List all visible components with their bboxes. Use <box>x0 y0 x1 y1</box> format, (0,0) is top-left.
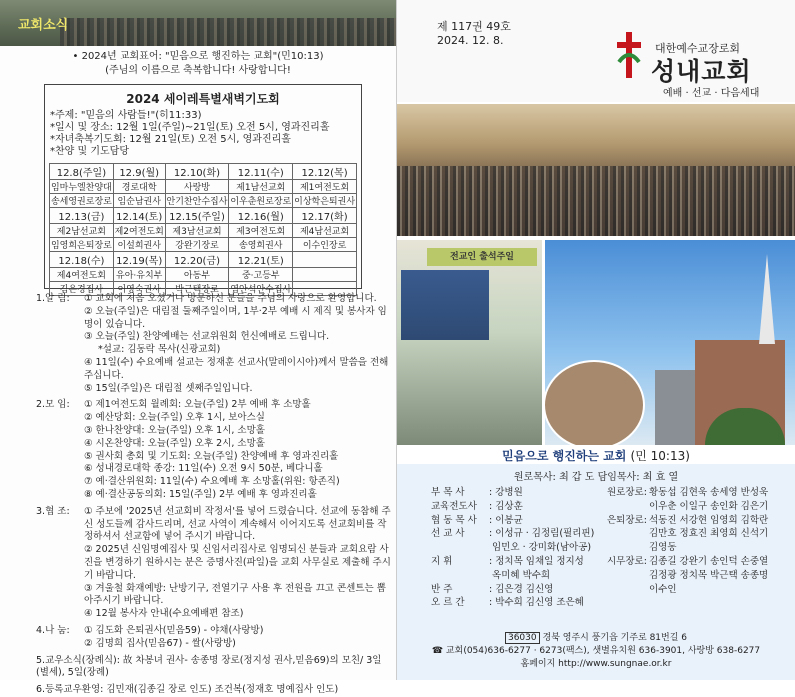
staff-row <box>431 583 594 597</box>
schedule-cell: 송영희권사 <box>229 238 293 252</box>
schedule-row <box>50 252 357 268</box>
new-members: 6.등록교우환영: 김민재(김종길 장로 인도) 조건복(정재호 명예집사 인도) <box>36 684 339 696</box>
worship-team-line: *찬양 및 기도담당 <box>50 146 129 157</box>
motto-text: 믿음으로 행진하는 교회 <box>502 449 627 463</box>
schedule-cell: 염안석안수집사 <box>229 282 293 296</box>
sanctuary-photo <box>397 104 795 236</box>
schedule-line: *일시 및 장소: 12월 1일(주일)~21일(토) 오전 5시, 영과진리홀 <box>50 122 330 133</box>
children-blessing-line: *자녀축복기도회: 12월 21일(토) 오전 5시, 영과진리홀 <box>50 134 291 145</box>
section-head: 1.알 림: <box>36 293 70 304</box>
staff-role: 협 동 목 사 <box>431 514 477 526</box>
church-name: 성내교회 <box>651 57 752 86</box>
section-head: 3.협 조: <box>36 505 70 517</box>
notice-item: ② 김명희 집사(믿음67) - 쌀(사랑방) <box>84 637 236 649</box>
notice-item: ④ 시온찬양대: 오늘(주일) 오후 2시, 소망홀 <box>84 437 265 449</box>
right-page <box>397 0 795 680</box>
schedule-cell: 제4남선교회 <box>293 224 357 238</box>
staff-row <box>431 500 594 514</box>
staff-row <box>607 500 768 514</box>
cross-logo-icon <box>615 32 643 78</box>
staff-names: 김종길 강완기 송인덕 손중열 <box>649 555 769 567</box>
schedule-row <box>50 164 357 180</box>
motto-line: (주님의 이름으로 축복합니다! 사랑합니다! <box>105 65 291 76</box>
section-meetings <box>36 399 394 501</box>
schedule-cell: 12.18(수) <box>50 252 114 268</box>
phone-numbers: ☎ 교회(054)636-6277 · 6273(팩스), 샛별유치원 636-3901, 사랑방 638-6277 <box>431 646 761 656</box>
schedule-cell: 12.14(토) <box>113 208 165 224</box>
staff-names: : 박수희 김신영 조은혜 <box>489 597 584 609</box>
notice-item: ② 예산당회: 오늘(주일) 오후 1시, 보아스실 <box>84 412 265 424</box>
left-page <box>0 0 397 696</box>
staff-names: : 김은경 김신영 <box>489 583 554 595</box>
staff-names: 임민오 · 강미화(남아공) <box>489 542 592 554</box>
schedule-cell: 12.11(수) <box>229 164 293 180</box>
schedule-cell: 임순남권사 <box>113 194 165 208</box>
schedule-cell: 유아·유치부 <box>113 268 165 282</box>
staff-role: 교육전도사 <box>431 500 477 512</box>
staff-names: 김영동 <box>649 542 677 554</box>
zip-code: 36030 <box>505 632 540 644</box>
church-building-photo <box>545 240 795 445</box>
motto-line: • 2024년 교회표어: "믿음으로 행진하는 교회"(민10:13) <box>72 51 324 62</box>
notice-item: ② 2025년 신임명예집사 및 신임서리집사로 임명되신 분들과 교회요람 사진을 변경하기 원하시는 분은 증명사진(파일)을 교회 사무실로 제출해 주시기 바랍니다. <box>84 544 391 581</box>
staff-role: 선 교 사 <box>431 528 465 540</box>
schedule-row <box>50 238 357 252</box>
senior-pastors: 원로목사: 최 갑 도 담임목사: 최 효 열 <box>513 472 679 483</box>
section-cooperation <box>36 506 394 621</box>
staff-list-right <box>607 486 768 596</box>
banner-tag: 교회소식 <box>18 18 69 33</box>
staff-role: 은퇴장로: <box>607 514 647 526</box>
schedule-cell: 제3여전도회 <box>229 224 293 238</box>
notice-item: ① 김도화 은퇴권사(믿음59) - 야채(사랑방) <box>84 624 264 636</box>
staff-names: 이우춘 이일구 송인화 김은기 <box>649 500 769 512</box>
congregation <box>397 166 795 236</box>
notice-item: ④ 12월 봉사자 안내(수요예배편 참조) <box>84 608 244 620</box>
staff-role: 시무장로: <box>607 555 647 567</box>
notice-item: ③ 겨울철 화재예방: 난방기구, 전열기구 사용 후 전원을 끄고 콘센트는 뽑아주시기 바랍니다. <box>84 582 386 607</box>
notices <box>36 293 394 697</box>
schedule-cell: 12.10(화) <box>165 164 229 180</box>
notice-item: ① 교회에 처음 오셨거나 방문하신 분들을 주님의 사랑으로 환영합니다. <box>84 293 377 304</box>
denomination: 대한예수교장로회 <box>655 42 741 55</box>
notice-item: ⑤ 권사회 총회 및 기도회: 오늘(주일) 찬양예배 후 영과진리홀 <box>84 450 339 462</box>
section-announcements <box>36 293 394 395</box>
bulletin-header <box>397 0 795 102</box>
staff-names: 김정광 정치목 박근택 송종명 <box>649 569 769 581</box>
staff-row <box>431 527 594 541</box>
church-spire <box>759 254 775 344</box>
schedule-row <box>50 180 357 194</box>
schedule-cell: 12.16(월) <box>229 208 293 224</box>
schedule-cell: 중·고등부 <box>229 268 293 282</box>
staff-names: 석동진 서강현 임영희 김학란 <box>649 514 769 526</box>
schedule-cell: 김은경집사 <box>50 282 114 296</box>
schedule-cell: 박근택장로 <box>165 282 229 296</box>
motto-title <box>397 447 795 464</box>
schedule-cell: 이상학은퇴권사 <box>293 194 357 208</box>
staff-row <box>607 486 768 500</box>
address-text: 경북 영주시 풍기읍 기주로 81번길 6 <box>542 633 688 643</box>
staff-row <box>607 555 768 569</box>
schedule-row <box>50 194 357 208</box>
schedule-cell: 이우춘원로장로 <box>229 194 293 208</box>
schedule-cell <box>293 268 357 282</box>
staff-panel <box>397 464 795 680</box>
staff-names: 옥미혜 박수희 <box>489 569 551 581</box>
staff-row <box>431 486 594 500</box>
schedule-cell: 12.8(주일) <box>50 164 114 180</box>
staff-names: : 이성규 · 김정림(필리핀) <box>489 528 595 540</box>
schedule-cell: 제2남선교회 <box>50 224 114 238</box>
staff-names: 황동섭 김현욱 송세영 반성욱 <box>649 487 769 498</box>
staff-role: 반 주 <box>431 583 453 595</box>
notice-item: ⑤ 15일(주일)은 대림절 셋째주일입니다. <box>84 382 253 394</box>
staff-row <box>431 541 594 555</box>
member-news: 5.교우소식(장례식): 故 차봉녀 권사- 송종명 장로(정지성 권사,믿음69)의 모친/ 3일(별세), 5일(장례) <box>36 654 382 679</box>
staff-names: : 김상훈 <box>489 500 523 512</box>
schedule-cell: 12.13(금) <box>50 208 114 224</box>
prayer-meeting-title: 2024 세이레특별새벽기도회 <box>126 92 280 106</box>
staff-role: 지 휘 <box>431 555 453 567</box>
schedule-cell: 사랑방 <box>165 180 229 194</box>
motto-reference: (민 10:13) <box>630 449 690 463</box>
schedule-cell: 12.17(화) <box>293 208 357 224</box>
notice-item: ① 제1여전도회 월례회: 오늘(주일) 2부 예배 후 소망홀 <box>84 399 311 411</box>
staff-row <box>431 569 594 583</box>
schedule-cell: 경로대학 <box>113 180 165 194</box>
inset-photo <box>545 360 645 445</box>
news-banner <box>0 0 396 46</box>
theme-line: *주제: "믿음의 사람들!"(히11:33) <box>50 110 202 121</box>
schedule-cell: 12.21(토) <box>229 252 293 268</box>
schedule-cell: 아동부 <box>165 268 229 282</box>
notice-item: ③ 오늘(주일) 찬양예배는 선교위원회 헌신예배로 드립니다. <box>84 331 330 343</box>
staff-row <box>607 569 768 583</box>
staff-names: : 정치목 임채일 정지성 <box>489 555 584 567</box>
schedule-cell: 제2여전도회 <box>113 224 165 238</box>
staff-role: 원로장로: <box>607 487 647 498</box>
staff-names: 이수인 <box>649 583 677 595</box>
staff-row <box>607 514 768 528</box>
staff-role: 오 르 간 <box>431 597 465 609</box>
schedule-cell: 12.15(주일) <box>165 208 229 224</box>
prayer-meeting-box <box>44 84 362 295</box>
schedule-cell: 이수인장로 <box>293 238 357 252</box>
schedule-cell: 12.9(월) <box>113 164 165 180</box>
schedule-row <box>50 208 357 224</box>
schedule-cell: 임영희은퇴장로 <box>50 238 114 252</box>
projection-screen <box>401 270 489 340</box>
staff-row <box>607 583 768 597</box>
schedule-cell: 12.12(목) <box>293 164 357 180</box>
homepage-link[interactable]: 홈페이지 http://www.sungnae.or.kr <box>520 659 672 669</box>
schedule-cell <box>293 252 357 268</box>
sermon-photo <box>397 240 542 445</box>
notice-item: ⑥ 성내경로대학 종강: 11일(수) 오전 9시 50분, 베다니홀 <box>84 463 323 475</box>
schedule-cell: 제1여전도회 <box>293 180 357 194</box>
schedule-cell: 12.20(금) <box>165 252 229 268</box>
notice-item: ⑧ 예·결산공동의회: 15일(주일) 2부 예배 후 영과진리홀 <box>84 488 317 500</box>
section-head: 2.모 임: <box>36 399 70 411</box>
notice-item: *설교: 김동락 목사(신광교회) <box>98 344 221 356</box>
schedule-row <box>50 224 357 238</box>
schedule-cell: 제3남선교회 <box>165 224 229 238</box>
schedule-cell: 이영숙권사 <box>113 282 165 296</box>
staff-row <box>431 596 594 610</box>
church-address <box>397 632 795 671</box>
notice-item: ③ 한나찬양대: 오늘(주일) 오후 1시, 소망홀 <box>84 424 265 436</box>
notice-item: ④ 11일(수) 수요예배 설교는 정재훈 선교사(말레이시아)께서 말씀을 전해 주십니다. <box>84 356 389 381</box>
staff-names: : 강병원 <box>489 487 523 498</box>
staff-role: 부 목 사 <box>431 487 465 498</box>
schedule-cell: 제1남선교회 <box>229 180 293 194</box>
church-motto <box>0 50 396 78</box>
notice-item: ⑦ 예·결산위원회: 11일(수) 수요예배 후 소망홀(위원: 항존직) <box>84 476 340 488</box>
schedule-cell: 안기찬안수집사 <box>165 194 229 208</box>
staff-names: : 이봉균 <box>489 514 523 526</box>
issue-info <box>437 20 511 48</box>
schedule-cell: 제4여전도회 <box>50 268 114 282</box>
section-sharing <box>36 625 394 651</box>
banner-photo <box>60 18 396 46</box>
staff-row <box>431 514 594 528</box>
section-head: 4.나 눔: <box>36 624 70 636</box>
schedule-cell: 임마누엘찬양대 <box>50 180 114 194</box>
schedule-table <box>49 163 357 296</box>
schedule-cell: 송세영권로장로 <box>50 194 114 208</box>
schedule-cell: 강완기장로 <box>165 238 229 252</box>
staff-row <box>431 555 594 569</box>
staff-row <box>607 527 768 541</box>
notice-item: ② 오늘(주일)은 대림절 둘째주일이며, 1부·2부 예배 시 제직 및 봉사자 임명이 있습니다. <box>84 305 387 330</box>
schedule-cell: 12.19(목) <box>113 252 165 268</box>
church-slogan: 예배 · 선교 · 다음세대 <box>663 88 760 99</box>
schedule-row <box>50 268 357 282</box>
event-banner: 전교인 출석주일 <box>427 248 537 266</box>
building-left <box>655 370 695 445</box>
staff-names: 김만호 정효진 최영희 신석기 <box>649 528 769 540</box>
volume-number: 제 117권 49호 <box>437 20 511 33</box>
staff-row <box>607 541 768 555</box>
staff-list-left <box>431 486 594 610</box>
issue-date: 2024. 12. 8. <box>437 34 504 47</box>
notice-item: ① 주보에 '2025년 선교회비 작정서'를 넣어 드렸습니다. 선교에 동참해 주신 성도들께 감사드리며, 선교 사역이 계속해서 이어지도록 선교회비를 작정하셔서 선교함에 넣어 주시기 바랍니다. <box>84 505 391 543</box>
schedule-cell: 이설희권사 <box>113 238 165 252</box>
